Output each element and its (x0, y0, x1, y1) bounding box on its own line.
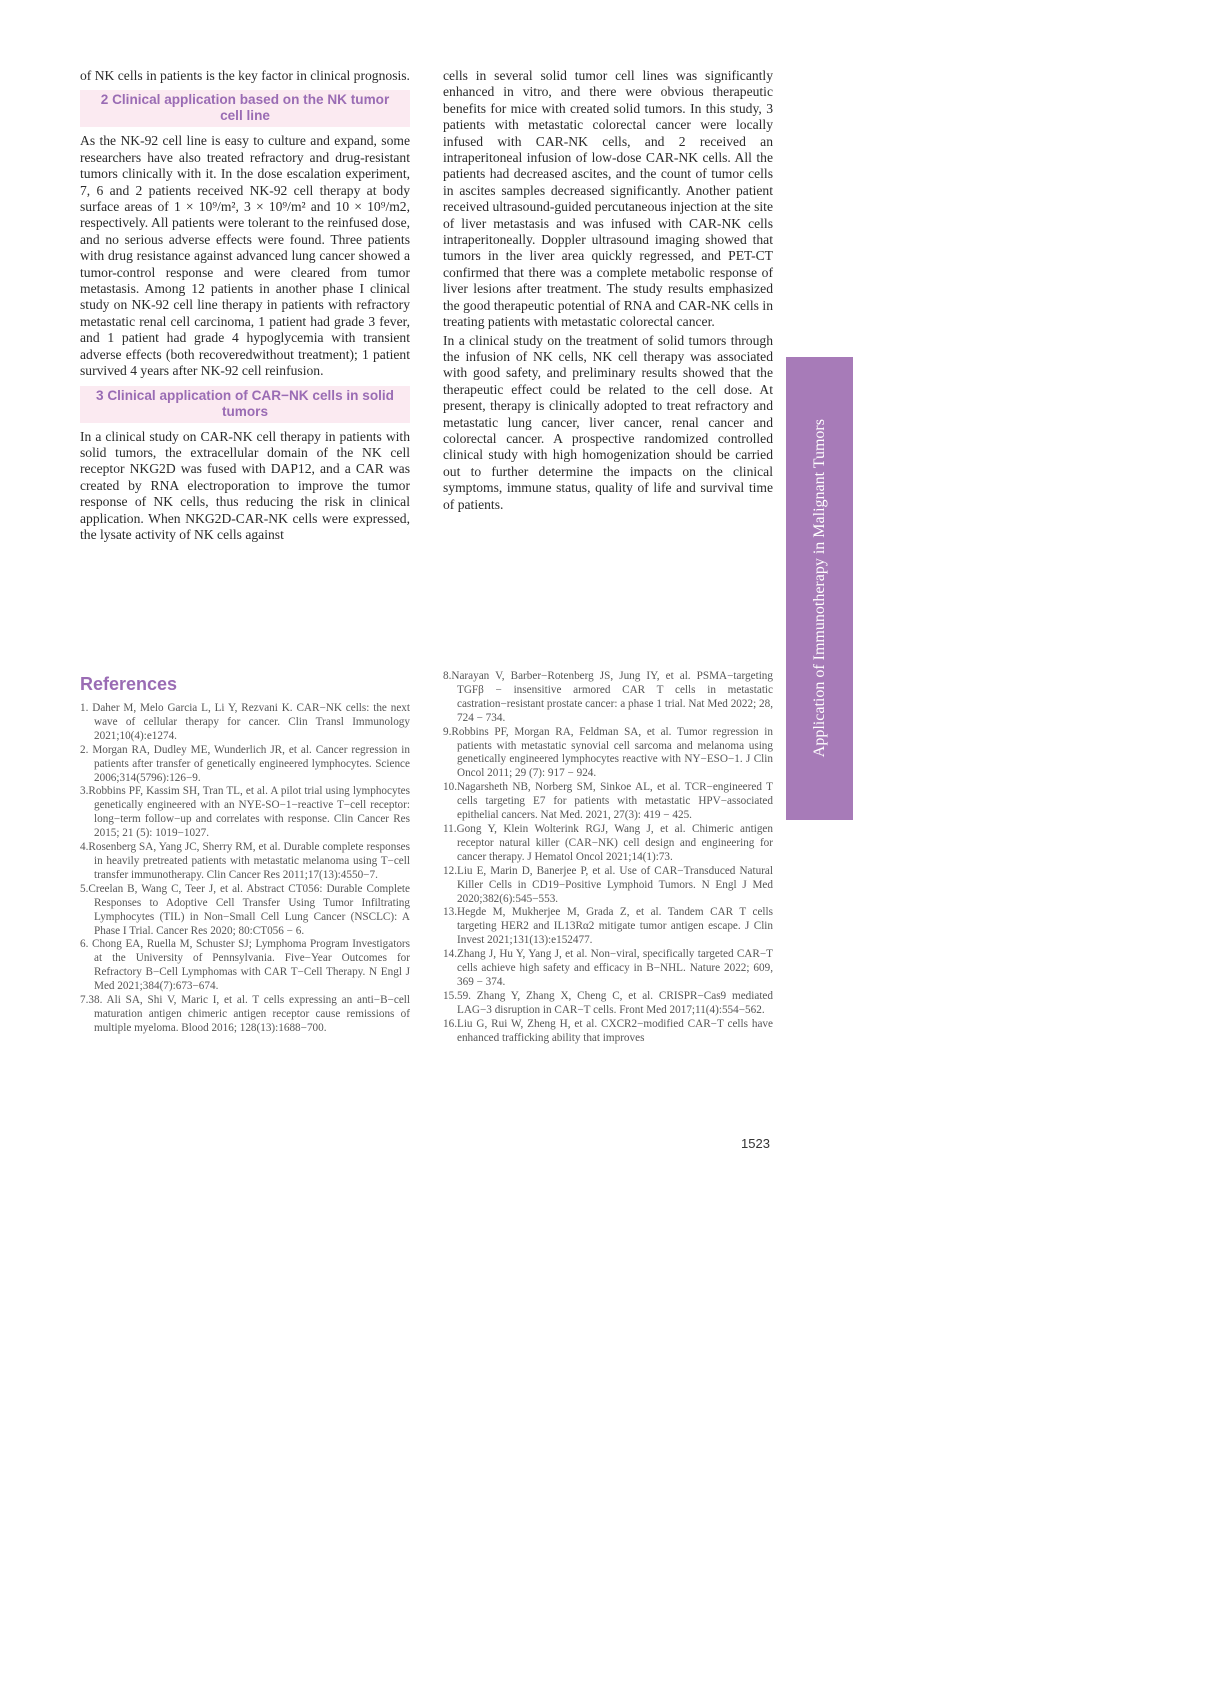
section-3-paragraph: In a clinical study on CAR-NK cell therapy in patients with solid tumors, the extracellular domain of the NK cell receptor NKG2D was fused with DAP12, and a CAR was created by RNA electroporation to improve the tumor response of NK cells, thus reducing the risk in clinical application. When NKG2D-CAR-NK cells were expressed, the lysate activity of NK cells against (80, 428, 410, 542)
reference-item: 3.Robbins PF, Kassim SH, Tran TL, et al. A pilot trial using lymphocytes genetically engineered with an NYE-SO−1−reactive T−cell receptor: long−term follow−up and correlates with response. Clin Cancer Res 2015; 21 (5): 1019−1027. (80, 785, 410, 840)
intro-paragraph: of NK cells in patients is the key factor in clinical prognosis. (80, 68, 410, 83)
references-title: References (80, 674, 178, 694)
left-text-column (80, 68, 410, 543)
references-left-column (80, 702, 410, 1036)
reference-item: 7.38. Ali SA, Shi V, Maric I, et al. T cells expressing an anti−B−cell maturation antigen chimeric antigen receptor cause remissions of multiple myeloma. Blood 2016; 128(13):1688−700. (80, 994, 410, 1034)
continuation-paragraph: cells in several solid tumor cell lines was significantly enhanced in vitro, and there were obvious therapeutic benefits for mice with created solid tumors. In this study, 3 patients with metastatic colorectal cancer were locally infused with CAR-NK cells, and 2 received an intraperitoneal infusion of low-dose CAR-NK cells. All the patients had decreased ascites, and the count of tumor cells in ascites samples decreased significantly. Another patient received ultrasound-guided percutaneous injection at the site of liver metastasis and was infused with CAR-NK cells intraperitoneally. Doppler ultrasound imaging showed that tumors in the liver area quickly regressed, and PET-CT confirmed that there was a complete metabolic response of liver lesions after treatment. The study results emphasized the good therapeutic potential of RNA and CAR-NK cells in treating patients with metastatic colorectal cancer. (443, 68, 773, 330)
reference-item: 4.Rosenberg SA, Yang JC, Sherry RM, et al. Durable complete responses in heavily pretreated patients with metastatic melanoma using T−cell transfer immunotherapy. Clin Cancer Res 2011;17(13):4550−7. (80, 841, 410, 881)
side-tab-label: Application of Immunotherapy in Malignant Tumors (810, 419, 828, 758)
references-right-column (443, 670, 773, 1045)
reference-item: 11.Gong Y, Klein Wolterink RGJ, Wang J, et al. Chimeric antigen receptor natural killer (CAR−NK) cell design and engineering for cancer therapy. J Hematol Oncol 2021;14(1):73. (443, 822, 773, 863)
page-number: 1523 (741, 1136, 770, 1151)
reference-item: 15.59. Zhang Y, Zhang X, Cheng C, et al. CRISPR−Cas9 mediated LAG−3 disruption in CAR−T cells. Front Med 2017;11(4):554−562. (443, 989, 773, 1016)
reference-item: 10.Nagarsheth NB, Norberg SM, Sinkoe AL, et al. TCR−engineered T cells targeting E7 for patients with metastatic HPV−associated epithelial cancers. Nat Med. 2021, 27(3): 419 − 425. (443, 781, 773, 822)
reference-item: 6. Chong EA, Ruella M, Schuster SJ; Lymphoma Program Investigators at the University of Pennsylvania. Five−Year Outcomes for Refractory B−Cell Lymphomas with CAR T−Cell Therapy. N Engl J Med 2021;384(7):673−674. (80, 938, 410, 993)
reference-item: 14.Zhang J, Hu Y, Yang J, et al. Non−viral, specifically targeted CAR−T cells achieve high safety and efficacy in B−NHL. Nature 2022; 609, 369 − 374. (443, 948, 773, 988)
section-2-paragraph: As the NK-92 cell line is easy to culture and expand, some researchers have also treated refractory and drug-resistant tumors clinically with it. In the dose escalation experiment, 7, 6 and 2 patients received NK-92 cell therapy at body surface areas of 1 × 10⁹/m², 3 × 10⁹/m² and 10 × 10⁹/m2, respectively. All patients were tolerant to the reinfused dose, and no serious adverse effects were found. Three patients with drug resistance against advanced lung cancer showed a tumor-control response and were cleared from tumor metastasis. Among 12 patients in another phase I clinical study on NK-92 cell line therapy in patients with refractory metastatic renal cell carcinoma, 1 patient had grade 3 fever, and 1 patient had grade 4 hypoglycemia with transient adverse effects (both recoveredwithout treatment); 1 patient survived 4 years after NK-92 cell reinfusion. (80, 133, 410, 379)
side-section-tab (786, 357, 853, 820)
reference-item: 16.Liu G, Rui W, Zheng H, et al. CXCR2−modified CAR−T cells have enhanced trafficking ability that improves (443, 1017, 773, 1044)
reference-item: 8.Narayan V, Barber−Rotenberg JS, Jung IY, et al. PSMA−targeting TGFβ − insensitive armored CAR T cells in metastatic castration−resistant prostate cancer: a phase 1 trial. Nat Med 2022; 28, 724 − 734. (443, 670, 773, 724)
reference-item: 5.Creelan B, Wang C, Teer J, et al. Abstract CT056: Durable Complete Responses to Adoptive Cell Transfer Using Tumor Infiltrating Lymphocytes (TIL) in Non−Small Cell Lung Cancer (NSCLC): A Phase I Trial. Cancer Res 2020; 80:CT056 − 6. (80, 882, 410, 937)
reference-item: 1. Daher M, Melo Garcia L, Li Y, Rezvani K. CAR−NK cells: the next wave of cellular therapy for cancer. Clin Transl Immunology 2021;10(4):e1274. (80, 702, 410, 742)
section-2-heading: 2 Clinical application based on the NK tumor cell line (80, 90, 410, 127)
reference-item: 9.Robbins PF, Morgan RA, Feldman SA, et al. Tumor regression in patients with metastatic synovial cell sarcoma and melanoma using genetically engineered lymphocytes reactive with NY−ESO−1. J Clin Oncol 2011; 29 (7): 917 − 924. (443, 725, 773, 780)
section-3-heading: 3 Clinical application of CAR−NK cells in solid tumors (80, 386, 410, 423)
reference-item: 12.Liu E, Marin D, Banerjee P, et al. Use of CAR−Transduced Natural Killer Cells in CD19−Positive Lymphoid Tumors. N Engl J Med 2020;382(6):545−553. (443, 864, 773, 905)
right-text-column (443, 68, 773, 513)
reference-item: 13.Hegde M, Mukherjee M, Grada Z, et al. Tandem CAR T cells targeting HER2 and IL13Rα2 mitigate tumor antigen escape. J Clin Invest 2021;131(13):e152477. (443, 906, 773, 947)
reference-item: 2. Morgan RA, Dudley ME, Wunderlich JR, et al. Cancer regression in patients after transfer of genetically engineered lymphocytes. Science 2006;314(5796):126−9. (80, 743, 410, 784)
summary-paragraph: In a clinical study on the treatment of solid tumors through the infusion of NK cells, NK cell therapy was associated with good safety, and preliminary results showed that the therapeutic effect could be related to the cell dose. At present, therapy is clinically adopted to treat refractory and metastatic lung cancer, liver cancer, renal cancer and colorectal cancer. A prospective randomized controlled clinical study with high homogenization should be carried out to further determine the impacts on the clinical symptoms, immune status, quality of life and survival time of patients. (443, 332, 773, 512)
